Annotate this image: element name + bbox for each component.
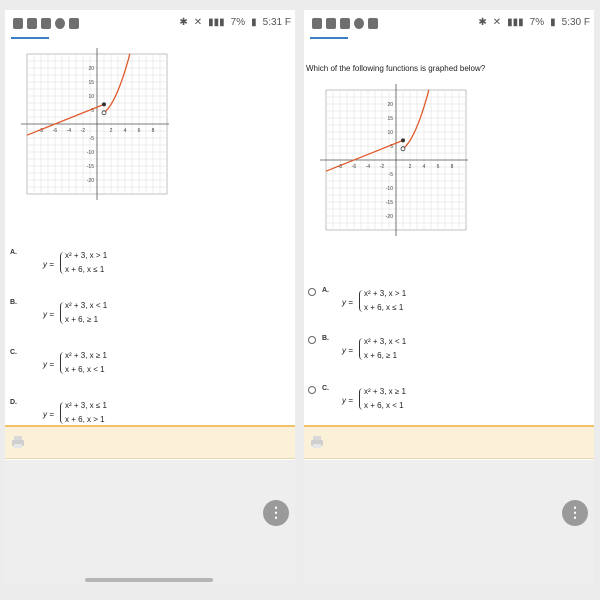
left-screenshot [5, 10, 295, 585]
option-letter: B. [10, 299, 17, 306]
content-area [5, 460, 295, 585]
option-c[interactable] [304, 386, 564, 426]
scrollbar[interactable] [85, 578, 213, 582]
y-tick-label: -15 [385, 200, 393, 206]
lock-icon [326, 18, 336, 29]
notification-icons [312, 18, 378, 29]
right-screenshot [304, 10, 594, 585]
status-right [179, 17, 291, 28]
print-icon[interactable] [11, 435, 25, 449]
brace [359, 338, 363, 360]
option-a[interactable] [304, 288, 564, 328]
x-tick-label: 8 [450, 164, 454, 170]
content-area [304, 460, 594, 585]
x-tick-label: 8 [151, 128, 155, 134]
lock-icon [27, 18, 37, 29]
image-icon [340, 18, 350, 29]
bluetooth-icon: ✱ [478, 17, 487, 28]
case-top: x² + 3, x ≥ 1 [364, 387, 406, 396]
case-top: x² + 3, x > 1 [65, 251, 108, 260]
option-c[interactable] [5, 350, 265, 390]
notification-icon [13, 18, 23, 29]
option-letter: A. [10, 249, 17, 256]
x-tick-label: -8 [38, 128, 44, 134]
y-tick-label: 10 [387, 130, 393, 136]
y-equals: y = [43, 360, 54, 369]
x-tick-label: 2 [408, 164, 412, 170]
y-tick-label: 5 [390, 144, 393, 150]
y-tick-label: 20 [88, 66, 94, 72]
more-menu-button[interactable]: ⋮ [263, 500, 289, 526]
y-equals: y = [342, 396, 353, 405]
more-menu-button[interactable]: ⋮ [562, 500, 588, 526]
closed-point [102, 102, 106, 106]
battery-icon: ▮ [251, 17, 257, 28]
bottom-toolbar [5, 425, 295, 459]
x-tick-label: -4 [66, 128, 72, 134]
battery-percent: 7% [230, 17, 246, 28]
function-graph [318, 82, 468, 242]
x-tick-label: -8 [337, 164, 343, 170]
plus-icon [55, 18, 65, 29]
brace [359, 388, 363, 410]
y-tick-label: -20 [385, 214, 393, 220]
battery-percent: 7% [529, 17, 545, 28]
open-point [102, 111, 106, 115]
option-letter: B. [322, 335, 329, 342]
mute-icon: ✕ [492, 17, 502, 28]
x-tick-label: -2 [379, 164, 385, 170]
y-tick-label: -10 [385, 186, 393, 192]
notification-icon [312, 18, 322, 29]
clock: 5:31 F [262, 17, 291, 28]
radio-button[interactable] [308, 386, 316, 394]
case-bottom: x + 6, x < 1 [65, 365, 105, 374]
function-graph [19, 46, 169, 206]
case-bottom: x + 6, x > 1 [65, 415, 105, 424]
y-tick-label: -5 [388, 172, 393, 178]
radio-button[interactable] [308, 336, 316, 344]
option-b[interactable] [304, 336, 564, 376]
y-tick-label: -5 [89, 136, 94, 142]
battery-icon: ▮ [550, 17, 556, 28]
y-tick-label: 15 [387, 116, 393, 122]
y-equals: y = [43, 410, 54, 419]
y-equals: y = [342, 298, 353, 307]
case-top: x² + 3, x < 1 [65, 301, 108, 310]
brace [359, 290, 363, 312]
case-top: x² + 3, x < 1 [364, 337, 407, 346]
status-right [478, 17, 590, 28]
question-text: Which of the following functions is graphed below? [306, 64, 486, 73]
case-top: x² + 3, x > 1 [364, 289, 407, 298]
x-tick-label: 4 [123, 128, 127, 134]
y-tick-label: 10 [88, 94, 94, 100]
case-bottom: x + 6, ≥ 1 [364, 351, 398, 360]
x-tick-label: -6 [351, 164, 357, 170]
option-a[interactable] [5, 250, 265, 290]
signal-icon: ▮▮▮ [208, 17, 225, 28]
open-point [401, 147, 405, 151]
y-tick-label: -20 [86, 178, 94, 184]
image-icon [41, 18, 51, 29]
bottom-toolbar [304, 425, 594, 459]
case-top: x² + 3, x ≥ 1 [65, 351, 107, 360]
x-tick-label: -4 [365, 164, 371, 170]
x-tick-label: 2 [109, 128, 113, 134]
option-letter: A. [322, 287, 329, 294]
y-tick-label: 5 [91, 108, 94, 114]
closed-point [401, 138, 405, 142]
plus-icon [354, 18, 364, 29]
x-tick-label: -6 [52, 128, 58, 134]
y-tick-label: 15 [88, 80, 94, 86]
bluetooth-icon: ✱ [179, 17, 188, 28]
x-tick-label: 4 [422, 164, 426, 170]
y-tick-label: -10 [86, 150, 94, 156]
brace [60, 302, 64, 324]
tab-indicator [310, 37, 348, 39]
case-bottom: x + 6, x < 1 [364, 401, 404, 410]
case-bottom: x + 6, ≥ 1 [65, 315, 99, 324]
x-tick-label: 6 [137, 128, 141, 134]
option-letter: D. [10, 399, 17, 406]
y-equals: y = [43, 310, 54, 319]
screenshot-icon [69, 18, 79, 29]
x-tick-label: -2 [80, 128, 86, 134]
clock: 5:30 F [561, 17, 590, 28]
status-bar [304, 10, 594, 38]
option-letter: C. [10, 349, 17, 356]
status-bar [5, 10, 295, 38]
brace [60, 252, 64, 274]
brace [60, 352, 64, 374]
notification-icons [13, 18, 79, 29]
x-tick-label: 6 [436, 164, 440, 170]
y-tick-label: -15 [86, 164, 94, 170]
radio-button[interactable] [308, 288, 316, 296]
signal-icon: ▮▮▮ [507, 17, 524, 28]
case-top: x² + 3, x ≤ 1 [65, 401, 107, 410]
y-tick-label: 20 [387, 102, 393, 108]
option-letter: C. [322, 385, 329, 392]
brace [60, 402, 64, 424]
case-bottom: x + 6, x ≤ 1 [364, 303, 404, 312]
tab-indicator [11, 37, 49, 39]
screenshot-icon [368, 18, 378, 29]
case-bottom: x + 6, x ≤ 1 [65, 265, 105, 274]
y-equals: y = [342, 346, 353, 355]
print-icon[interactable] [310, 435, 324, 449]
y-equals: y = [43, 260, 54, 269]
mute-icon: ✕ [193, 17, 203, 28]
option-b[interactable] [5, 300, 265, 340]
